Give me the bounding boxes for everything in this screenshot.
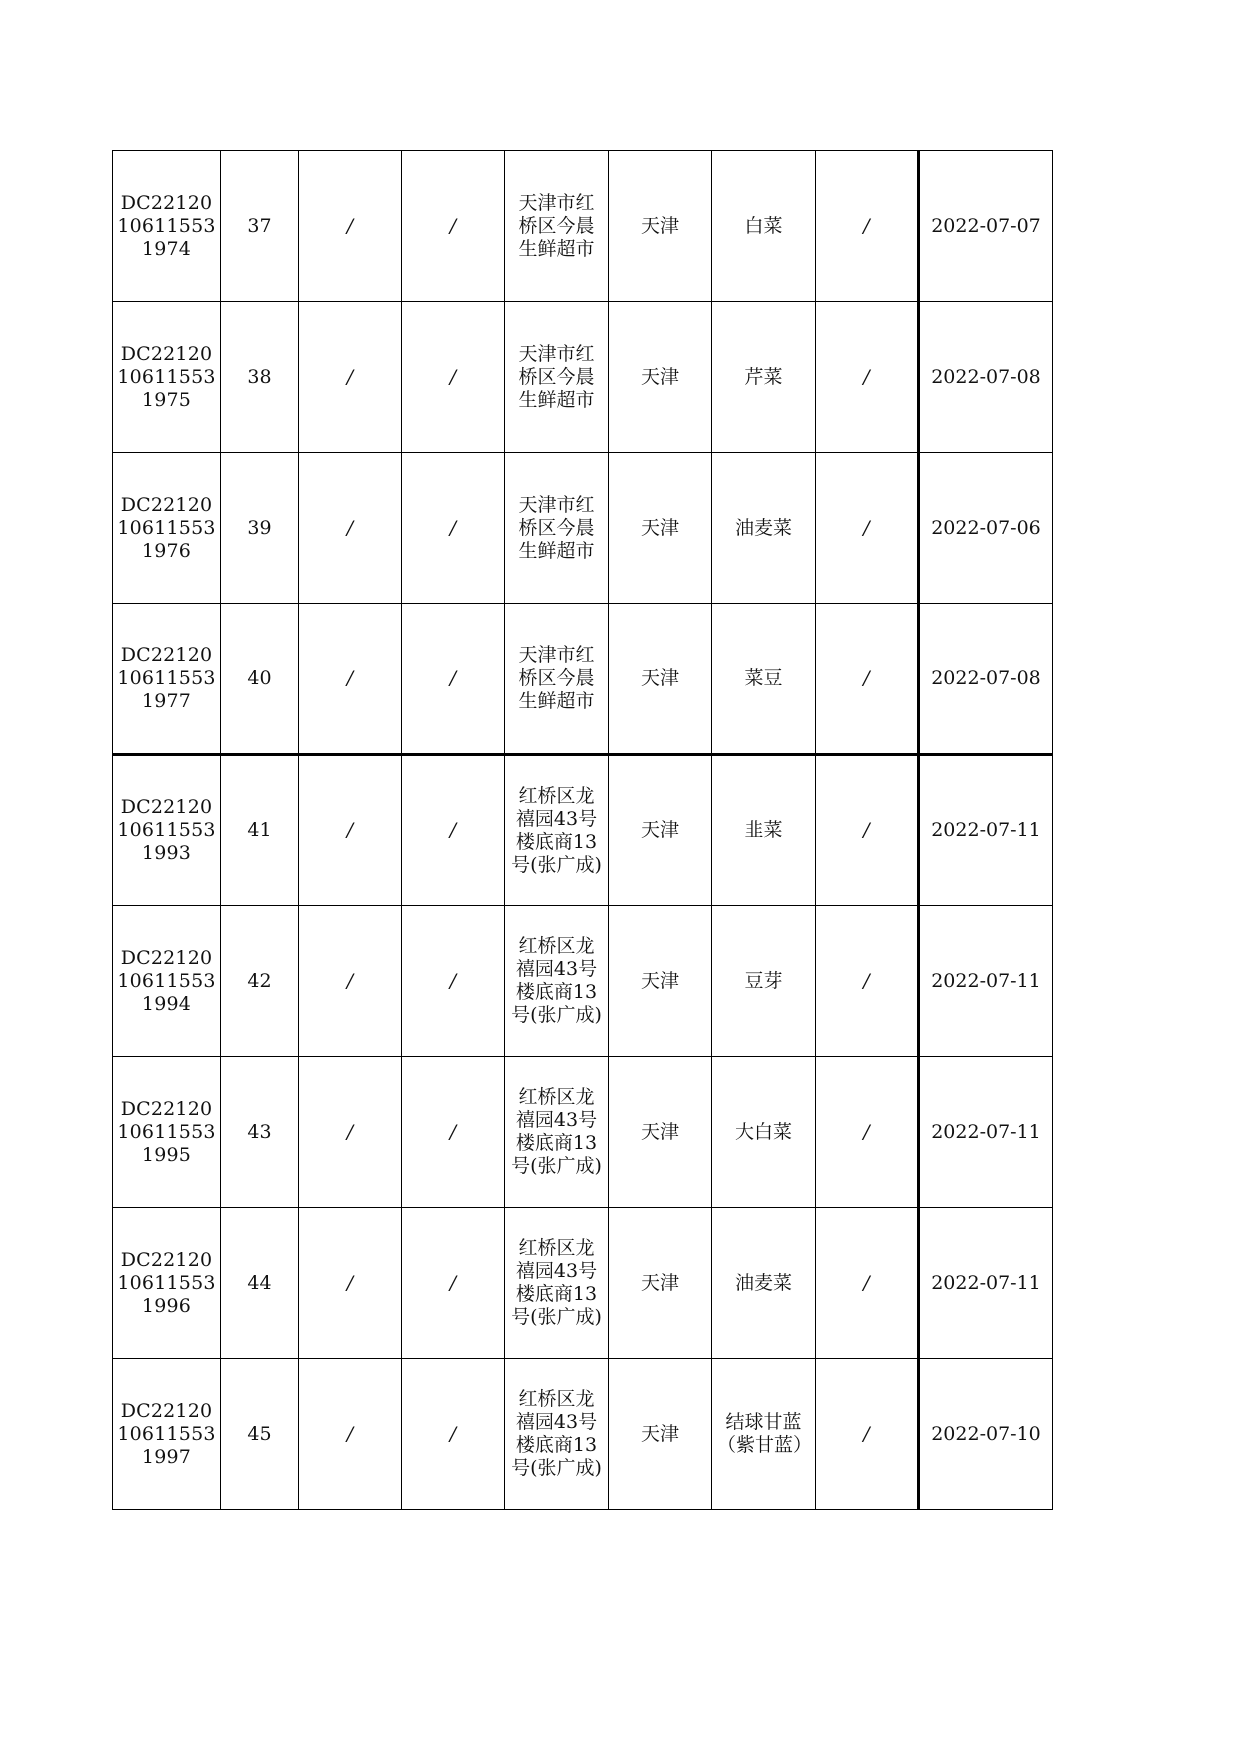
region-cell: 天津 bbox=[609, 453, 712, 604]
empty-slash-cell: / bbox=[402, 453, 505, 604]
region-cell: 天津 bbox=[609, 1208, 712, 1359]
row-number-cell: 42 bbox=[221, 906, 299, 1057]
region-cell: 天津 bbox=[609, 906, 712, 1057]
sample-name-cell: 结球甘蓝（紫甘蓝） bbox=[712, 1359, 816, 1510]
empty-slash-cell: / bbox=[816, 604, 919, 755]
empty-slash-cell: / bbox=[402, 1208, 505, 1359]
date-cell: 2022-07-11 bbox=[919, 755, 1053, 906]
sample-name-cell: 油麦菜 bbox=[712, 453, 816, 604]
empty-slash-cell: / bbox=[816, 755, 919, 906]
table-row bbox=[113, 453, 1053, 604]
store-name-cell: 红桥区龙禧园43号楼底商13号(张广成) bbox=[505, 1359, 609, 1510]
sample-code-cell: DC22120106115531993 bbox=[113, 755, 221, 906]
empty-slash-cell: / bbox=[816, 1057, 919, 1208]
region-cell: 天津 bbox=[609, 151, 712, 302]
sample-code-cell: DC22120106115531977 bbox=[113, 604, 221, 755]
results-table bbox=[112, 150, 1053, 1510]
store-name-cell: 天津市红桥区今晨生鲜超市 bbox=[505, 302, 609, 453]
region-cell: 天津 bbox=[609, 1359, 712, 1510]
date-cell: 2022-07-10 bbox=[919, 1359, 1053, 1510]
date-cell: 2022-07-07 bbox=[919, 151, 1053, 302]
date-cell: 2022-07-11 bbox=[919, 1208, 1053, 1359]
empty-slash-cell: / bbox=[402, 906, 505, 1057]
empty-slash-cell: / bbox=[816, 151, 919, 302]
sample-code-cell: DC22120106115531997 bbox=[113, 1359, 221, 1510]
row-number-cell: 45 bbox=[221, 1359, 299, 1510]
table-row bbox=[113, 906, 1053, 1057]
empty-slash-cell: / bbox=[402, 151, 505, 302]
store-name-cell: 天津市红桥区今晨生鲜超市 bbox=[505, 604, 609, 755]
date-cell: 2022-07-08 bbox=[919, 604, 1053, 755]
sample-name-cell: 菜豆 bbox=[712, 604, 816, 755]
sample-name-cell: 韭菜 bbox=[712, 755, 816, 906]
empty-slash-cell: / bbox=[816, 906, 919, 1057]
empty-slash-cell: / bbox=[816, 1359, 919, 1510]
sample-code-cell: DC22120106115531975 bbox=[113, 302, 221, 453]
empty-slash-cell: / bbox=[299, 906, 402, 1057]
region-cell: 天津 bbox=[609, 302, 712, 453]
sample-code-cell: DC22120106115531994 bbox=[113, 906, 221, 1057]
row-number-cell: 37 bbox=[221, 151, 299, 302]
table-row bbox=[113, 604, 1053, 755]
row-number-cell: 44 bbox=[221, 1208, 299, 1359]
empty-slash-cell: / bbox=[299, 151, 402, 302]
sample-name-cell: 白菜 bbox=[712, 151, 816, 302]
empty-slash-cell: / bbox=[402, 302, 505, 453]
empty-slash-cell: / bbox=[816, 1208, 919, 1359]
sample-code-cell: DC22120106115531976 bbox=[113, 453, 221, 604]
empty-slash-cell: / bbox=[402, 1359, 505, 1510]
table-row bbox=[113, 1359, 1053, 1510]
sample-name-cell: 芹菜 bbox=[712, 302, 816, 453]
empty-slash-cell: / bbox=[402, 604, 505, 755]
empty-slash-cell: / bbox=[299, 302, 402, 453]
row-number-cell: 40 bbox=[221, 604, 299, 755]
sample-name-cell: 豆芽 bbox=[712, 906, 816, 1057]
table-row bbox=[113, 151, 1053, 302]
empty-slash-cell: / bbox=[299, 1208, 402, 1359]
table-row bbox=[113, 1208, 1053, 1359]
sample-name-cell: 大白菜 bbox=[712, 1057, 816, 1208]
empty-slash-cell: / bbox=[402, 755, 505, 906]
row-number-cell: 38 bbox=[221, 302, 299, 453]
empty-slash-cell: / bbox=[299, 453, 402, 604]
store-name-cell: 红桥区龙禧园43号楼底商13号(张广成) bbox=[505, 906, 609, 1057]
region-cell: 天津 bbox=[609, 1057, 712, 1208]
empty-slash-cell: / bbox=[402, 1057, 505, 1208]
date-cell: 2022-07-08 bbox=[919, 302, 1053, 453]
empty-slash-cell: / bbox=[299, 755, 402, 906]
empty-slash-cell: / bbox=[299, 1057, 402, 1208]
store-name-cell: 红桥区龙禧园43号楼底商13号(张广成) bbox=[505, 1208, 609, 1359]
sample-code-cell: DC22120106115531974 bbox=[113, 151, 221, 302]
empty-slash-cell: / bbox=[299, 604, 402, 755]
date-cell: 2022-07-11 bbox=[919, 906, 1053, 1057]
sample-name-cell: 油麦菜 bbox=[712, 1208, 816, 1359]
store-name-cell: 红桥区龙禧园43号楼底商13号(张广成) bbox=[505, 755, 609, 906]
row-number-cell: 43 bbox=[221, 1057, 299, 1208]
date-cell: 2022-07-11 bbox=[919, 1057, 1053, 1208]
table-row bbox=[113, 302, 1053, 453]
date-cell: 2022-07-06 bbox=[919, 453, 1053, 604]
empty-slash-cell: / bbox=[299, 1359, 402, 1510]
store-name-cell: 红桥区龙禧园43号楼底商13号(张广成) bbox=[505, 1057, 609, 1208]
row-number-cell: 41 bbox=[221, 755, 299, 906]
empty-slash-cell: / bbox=[816, 453, 919, 604]
sample-code-cell: DC22120106115531995 bbox=[113, 1057, 221, 1208]
empty-slash-cell: / bbox=[816, 302, 919, 453]
results-table-body bbox=[113, 151, 1053, 1510]
store-name-cell: 天津市红桥区今晨生鲜超市 bbox=[505, 151, 609, 302]
sample-code-cell: DC22120106115531996 bbox=[113, 1208, 221, 1359]
table-row bbox=[113, 1057, 1053, 1208]
store-name-cell: 天津市红桥区今晨生鲜超市 bbox=[505, 453, 609, 604]
region-cell: 天津 bbox=[609, 604, 712, 755]
table-row bbox=[113, 755, 1053, 906]
row-number-cell: 39 bbox=[221, 453, 299, 604]
region-cell: 天津 bbox=[609, 755, 712, 906]
